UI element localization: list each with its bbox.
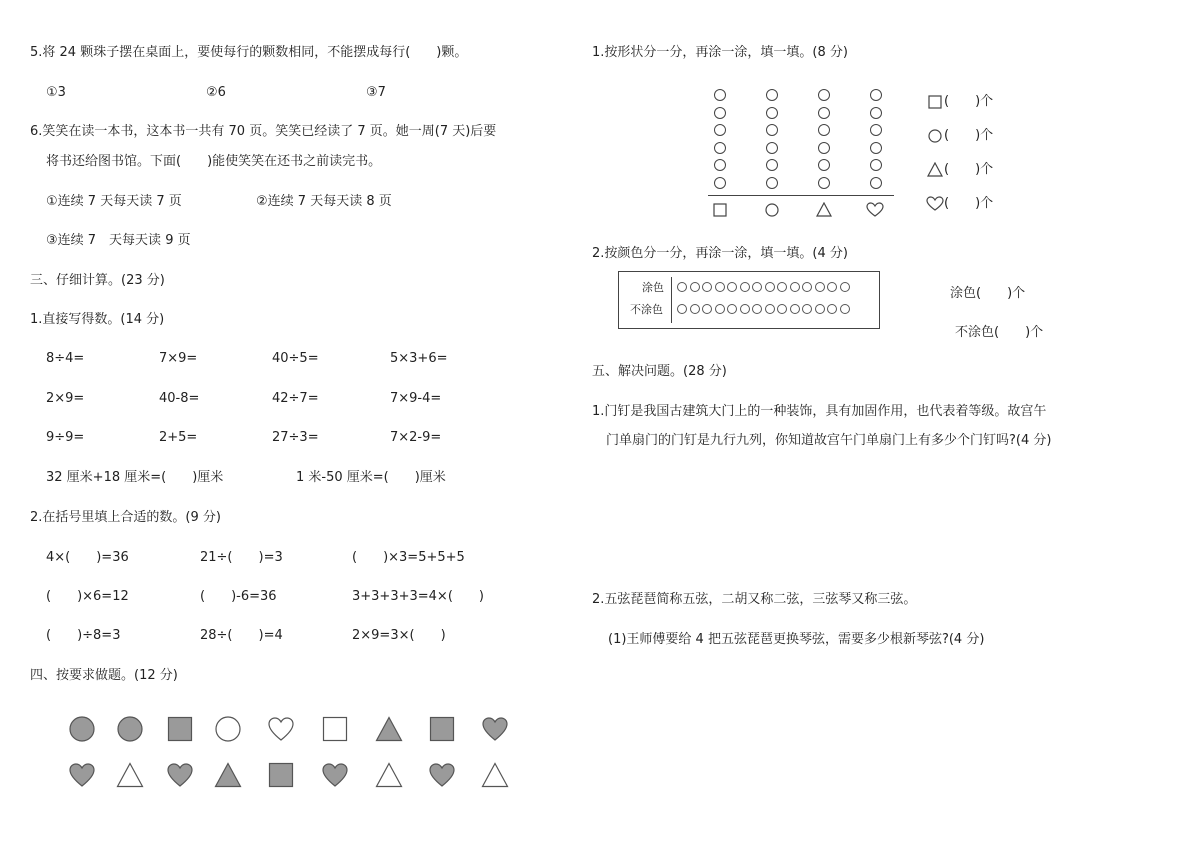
circle-icon [766, 177, 778, 189]
circle-icon [827, 282, 837, 292]
triangle-icon [375, 715, 403, 743]
heart-icon [321, 761, 349, 789]
circle-icon [690, 304, 700, 314]
heart-count: ( )个 [944, 196, 994, 211]
circle-icon [727, 282, 737, 292]
right-q2-title: 2.按颜色分一分，再涂一涂，填一填。(4 分) [592, 246, 848, 261]
circle-icon [714, 89, 726, 101]
calc-item: 7×9= [159, 351, 198, 366]
fill-item: 28÷( )=4 [200, 628, 283, 643]
circle-icon [766, 124, 778, 136]
circle-icon [818, 177, 830, 189]
heart-icon [481, 715, 509, 743]
circle-icon [714, 177, 726, 189]
circle-icon [714, 107, 726, 119]
section-5-title: 五、解决问题。(28 分) [592, 364, 727, 379]
circle-icon [766, 159, 778, 171]
square-icon [166, 715, 194, 743]
triangle-icon [116, 761, 144, 789]
heart-icon [866, 202, 884, 217]
calc-item: 42÷7= [272, 391, 319, 406]
circle-icon [815, 304, 825, 314]
calc-item: 9÷9= [46, 430, 85, 445]
circle-icon [870, 124, 882, 136]
circle-icon [752, 304, 762, 314]
circle-icon [802, 304, 812, 314]
circle-icon [116, 715, 144, 743]
fill-item: ( )×3=5+5+5 [352, 550, 465, 565]
circle-icon [690, 282, 700, 292]
circle-icon [815, 282, 825, 292]
calc-item: 40-8= [159, 391, 200, 406]
circle-icon [214, 715, 242, 743]
heart-icon [926, 196, 944, 211]
heart-icon [428, 761, 456, 789]
circle-icon [827, 304, 837, 314]
circle-column [870, 89, 882, 195]
triangle-icon [481, 761, 509, 789]
uncolored-label: 不涂色 [630, 303, 663, 316]
calc-item: 27÷3= [272, 430, 319, 445]
circle-icon [790, 282, 800, 292]
square-icon [713, 203, 727, 217]
triangle-icon [816, 202, 832, 217]
uncolored-count: 不涂色( )个 [955, 325, 1044, 340]
circle-icon [818, 107, 830, 119]
q5-option-1: ①3 [46, 85, 66, 100]
circle-icon [766, 89, 778, 101]
fill-item: ( )×6=12 [46, 589, 129, 604]
circle-icon [702, 304, 712, 314]
colored-label: 涂色 [642, 281, 664, 294]
unit-conversion-2: 1 米-50 厘米=( )厘米 [296, 470, 446, 485]
triangle-count: ( )个 [944, 162, 994, 177]
q6-option-2: ②连续 7 天每天读 8 页 [256, 194, 392, 209]
circle-icon [715, 304, 725, 314]
circle-icon [714, 124, 726, 136]
problem-2-subquestion: (1)王师傅要给 4 把五弦琵琶更换琴弦，需要多少根新琴弦?(4 分) [608, 632, 985, 647]
circle-icon [727, 304, 737, 314]
circle-icon [752, 282, 762, 292]
circle-icon [818, 142, 830, 154]
color-sort-box [618, 271, 880, 329]
circle-icon [777, 282, 787, 292]
circle-icon [765, 282, 775, 292]
q5-option-3: ③7 [366, 85, 386, 100]
fill-item: ( )÷8=3 [46, 628, 121, 643]
section-4-title: 四、按要求做题。(12 分) [30, 668, 178, 683]
circle-icon [928, 129, 942, 143]
circle-icon [714, 142, 726, 154]
section-3-q1-title: 1.直接写得数。(14 分) [30, 312, 165, 327]
circle-icon [68, 715, 96, 743]
circle-icon [790, 304, 800, 314]
triangle-icon [214, 761, 242, 789]
square-icon [321, 715, 349, 743]
circle-icon [702, 282, 712, 292]
circle-icon [765, 203, 779, 217]
circle-icon [870, 107, 882, 119]
circle-icon [870, 89, 882, 101]
calc-item: 7×2-9= [390, 430, 442, 445]
circle-icon [714, 159, 726, 171]
q6-option-1: ①连续 7 天每天读 7 页 [46, 194, 182, 209]
right-q1-title: 1.按形状分一分，再涂一涂，填一填。(8 分) [592, 45, 848, 60]
circle-icon [677, 282, 687, 292]
section-3-title: 三、仔细计算。(23 分) [30, 273, 165, 288]
circle-icon [677, 304, 687, 314]
circle-icon [740, 282, 750, 292]
section-3-q2-title: 2.在括号里填上合适的数。(9 分) [30, 510, 221, 525]
calc-item: 40÷5= [272, 351, 319, 366]
square-icon [267, 761, 295, 789]
circle-icon [765, 304, 775, 314]
circle-icon [766, 142, 778, 154]
color-sort-divider [671, 277, 672, 323]
circle-icon [818, 159, 830, 171]
circle-icon [818, 124, 830, 136]
circle-icon [870, 177, 882, 189]
circle-icon [740, 304, 750, 314]
circle-count: ( )个 [944, 128, 994, 143]
square-count: ( )个 [944, 94, 994, 109]
circle-column [714, 89, 726, 195]
heart-icon [68, 761, 96, 789]
circle-icon [802, 282, 812, 292]
circle-icon [766, 107, 778, 119]
heart-icon [166, 761, 194, 789]
circle-icon [777, 304, 787, 314]
fill-item: 4×( )=36 [46, 550, 129, 565]
circle-icon [870, 142, 882, 154]
fill-item: 21÷( )=3 [200, 550, 283, 565]
circle-column [766, 89, 778, 195]
question-5: 5.将 24 颗珠子摆在桌面上，要使每行的颗数相同，不能摆成每行( )颗。 [30, 45, 468, 60]
circle-icon [840, 282, 850, 292]
question-6-line2: 将书还给图书馆。下面( )能使笑笑在还书之前读完书。 [46, 154, 382, 169]
circle-icon [840, 304, 850, 314]
circle-icon [818, 89, 830, 101]
calc-item: 2×9= [46, 391, 85, 406]
triangle-icon [927, 162, 943, 177]
square-icon [428, 715, 456, 743]
heart-icon [267, 715, 295, 743]
fill-item: 2×9=3×( ) [352, 628, 446, 643]
q6-option-3: ③连续 7 天每天读 9 页 [46, 233, 191, 248]
triangle-icon [375, 761, 403, 789]
problem-1-line1: 1.门钉是我国古建筑大门上的一种装饰，具有加固作用，也代表着等级。故宫午 [592, 404, 1047, 419]
circle-row-bottom [677, 304, 850, 314]
square-icon [928, 95, 942, 109]
calc-item: 7×9-4= [390, 391, 442, 406]
fill-item: 3+3+3+3=4×( ) [352, 589, 484, 604]
calc-item: 5×3+6= [390, 351, 448, 366]
colored-count: 涂色( )个 [950, 286, 1026, 301]
question-6-line1: 6.笑笑在读一本书，这本书一共有 70 页。笑笑已经读了 7 页。她一周(7 天)后要 [30, 124, 497, 139]
circle-column [818, 89, 830, 195]
q5-option-2: ②6 [206, 85, 226, 100]
circle-icon [715, 282, 725, 292]
circle-icon [870, 159, 882, 171]
circle-row-top [677, 282, 850, 292]
unit-conversion-1: 32 厘米+18 厘米=( )厘米 [46, 470, 224, 485]
problem-2: 2.五弦琵琶简称五弦，二胡又称二弦，三弦琴又称三弦。 [592, 592, 917, 607]
calc-item: 8÷4= [46, 351, 85, 366]
problem-1-line2: 门单扇门的门钉是九行九列，你知道故宫午门单扇门上有多少个门钉吗?(4 分) [606, 433, 1052, 448]
fill-item: ( )-6=36 [200, 589, 277, 604]
calc-item: 2+5= [159, 430, 198, 445]
chart-baseline [708, 195, 894, 196]
